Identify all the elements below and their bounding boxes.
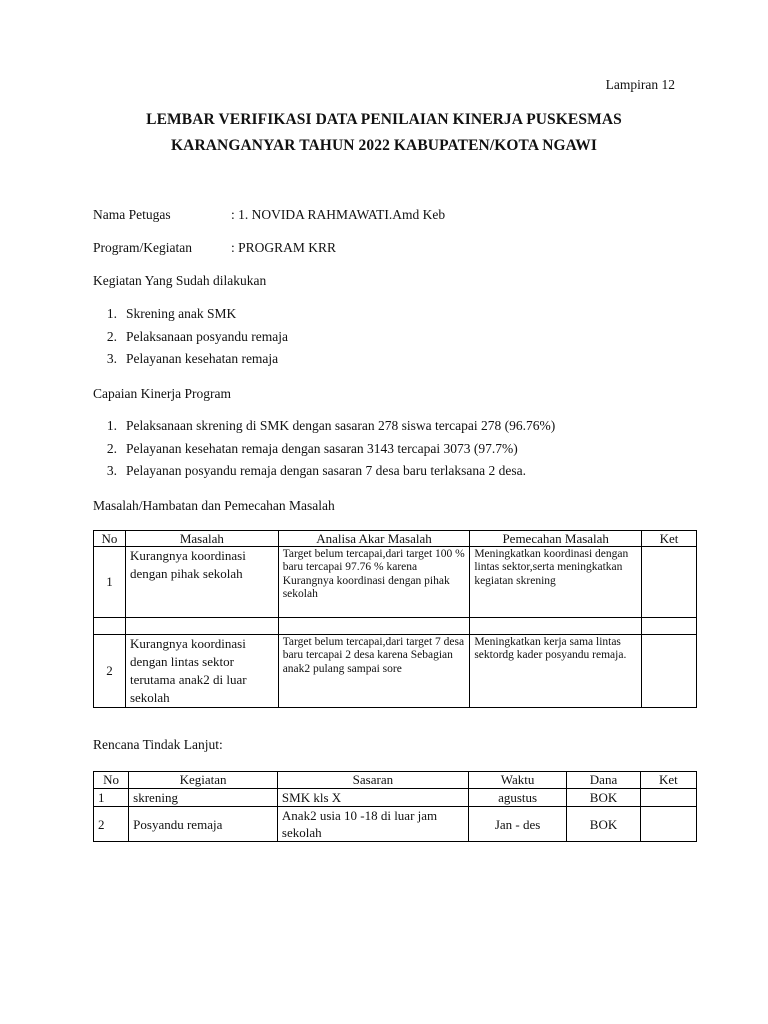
list-item: 3. Pelayanan posyandu remaja dengan sasaran 7 desa baru terlaksana 2 desa. (106, 463, 526, 479)
cell-kegiatan: Posyandu remaja (129, 807, 278, 842)
followup-table (93, 771, 697, 842)
problems-heading: Masalah/Hambatan dan Pemecahan Masalah (93, 498, 335, 513)
officer-label: Nama Petugas (93, 207, 171, 222)
cell-masalah: Kurangnya koordinasi dengan pihak sekolah (125, 547, 278, 618)
cell-pemecahan: Meningkatkan koordinasi dengan lintas sektor,serta meningkatkan kegiatan skrening (470, 547, 642, 618)
document-title-line-2: KARANGANYAR TAHUN 2022 KABUPATEN/KOTA NGAWI (171, 137, 597, 154)
activities-heading: Kegiatan Yang Sudah dilakukan (93, 273, 267, 288)
cell-dana: BOK (567, 789, 640, 807)
cell-waktu: Jan - des (468, 807, 566, 842)
col-header-dana: Dana (567, 772, 640, 789)
cell-no: 1 (94, 789, 129, 807)
col-header-no: No (94, 772, 129, 789)
table-row (94, 807, 697, 842)
followup-heading: Rencana Tindak Lanjut: (93, 737, 223, 752)
program-value: : PROGRAM KRR (231, 240, 337, 255)
cell-sasaran: Anak2 usia 10 -18 di luar jam sekolah (277, 807, 468, 842)
col-header-kegiatan: Kegiatan (129, 772, 278, 789)
cell-pemecahan: Meningkatkan kerja sama lintas sektordg kader posyandu remaja. (470, 635, 642, 708)
col-header-pemecahan: Pemecahan Masalah (470, 531, 642, 547)
officer-row (93, 207, 445, 223)
col-header-waktu: Waktu (468, 772, 566, 789)
performance-heading: Capaian Kinerja Program (93, 386, 231, 401)
cell-no: 2 (94, 635, 126, 708)
cell-ket (640, 807, 696, 842)
list-item: 2. Pelaksanaan posyandu remaja (106, 328, 288, 344)
program-row (93, 240, 336, 256)
activities-list (93, 303, 288, 371)
list-item: 2. Pelayanan kesehatan remaja dengan sasaran 3143 tercapai 3073 (97.7%) (106, 440, 518, 456)
list-item: 3. Pelayanan kesehatan remaja (106, 351, 279, 367)
cell-waktu: agustus (468, 789, 566, 807)
cell-dana: BOK (567, 807, 640, 842)
cell-ket (640, 789, 696, 807)
table-row (94, 635, 697, 708)
table-header-row (94, 531, 697, 547)
document-title-line-1: LEMBAR VERIFIKASI DATA PENILAIAN KINERJA PUSKESMAS (146, 111, 622, 128)
attachment-label: Lampiran 12 (605, 77, 675, 92)
table-spacer-row (94, 618, 697, 635)
col-header-sasaran: Sasaran (277, 772, 468, 789)
cell-masalah: Kurangnya koordinasi dengan lintas sektor terutama anak2 di luar sekolah (125, 635, 278, 708)
cell-ket (642, 635, 697, 708)
col-header-no: No (94, 531, 126, 547)
cell-ket (642, 547, 697, 618)
col-header-ket: Ket (640, 772, 696, 789)
table-header-row (94, 772, 697, 789)
performance-list (93, 415, 555, 483)
officer-value: : 1. NOVIDA RAHMAWATI.Amd Keb (231, 207, 446, 222)
cell-no: 2 (94, 807, 129, 842)
list-item: 1. Skrening anak SMK (106, 306, 237, 322)
col-header-analisa: Analisa Akar Masalah (278, 531, 470, 547)
cell-kegiatan: skrening (129, 789, 278, 807)
cell-sasaran: SMK kls X (277, 789, 468, 807)
program-label: Program/Kegiatan (93, 240, 192, 255)
cell-no: 1 (94, 547, 126, 618)
problems-table (93, 530, 697, 708)
list-item: 1. Pelaksanaan skrening di SMK dengan sasaran 278 siswa tercapai 278 (96.76%) (106, 418, 556, 434)
table-row (94, 789, 697, 807)
cell-analisa: Target belum tercapai,dari target 7 desa baru tercapai 2 desa karena Sebagian anak2 pulang sampai sore (278, 635, 470, 708)
col-header-masalah: Masalah (125, 531, 278, 547)
cell-analisa: Target belum tercapai,dari target 100 % baru tercapai 97.76 % karena Kurangnya koordinasi dengan pihak sekolah (278, 547, 470, 618)
col-header-ket: Ket (642, 531, 697, 547)
table-row (94, 547, 697, 618)
